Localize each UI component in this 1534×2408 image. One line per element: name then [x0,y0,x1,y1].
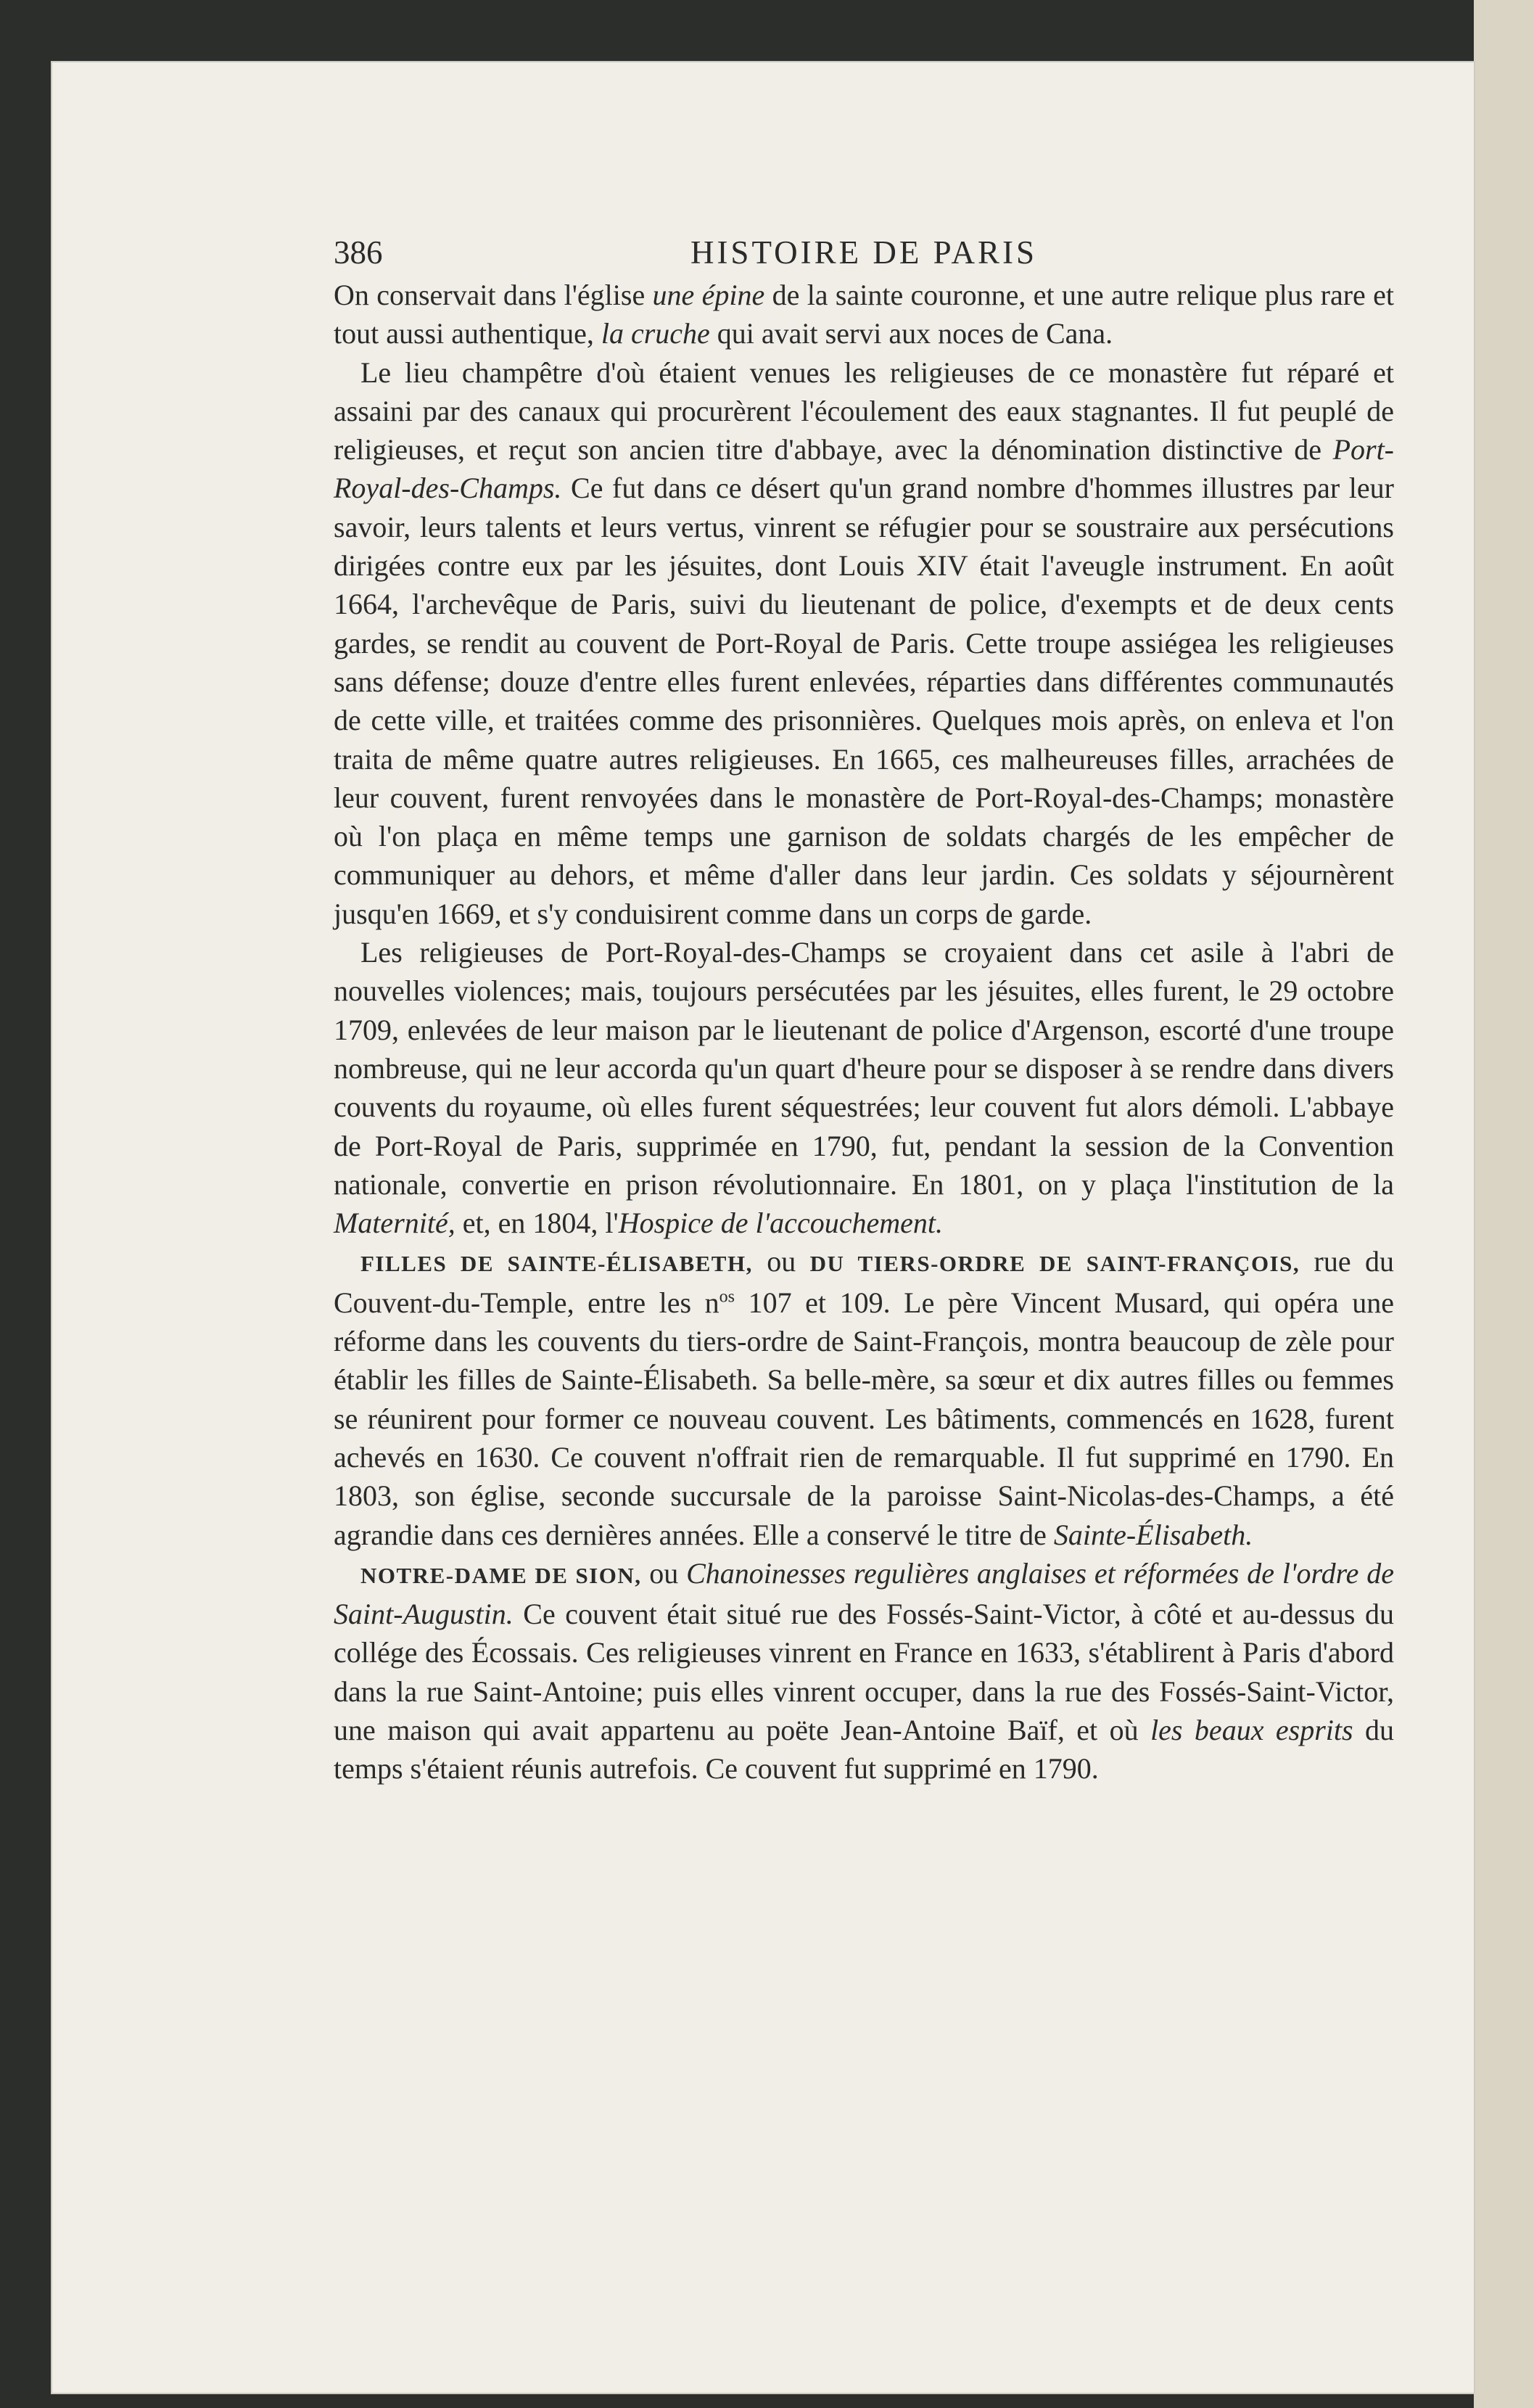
body-text [334,276,1394,1788]
paragraph-1 [334,276,1394,353]
paragraph-5 [334,1554,1394,1788]
page-number: 386 [334,234,383,271]
entry-heading: DU TIERS-ORDRE DE SAINT-FRANÇOIS, [809,1251,1300,1277]
text-run: On conservait dans l'église [334,279,653,311]
text-run: Les religieuses de Port-Royal-des-Champs se croyaient dans cet asile à l'abri de nouvelles violences; mais, toujours persécutées par les jésuites, elles furent, le 29 octobre 1709, enlevées de leur maison par le lieutenant de police d'Argenson, escorté d'une troupe nombreuse, qui ne leur accorda qu'un quart d'heure pour se disposer à se rendre dans divers couvents du royaume, où elles furent séquestrées; leur couvent fut alors démoli. L'abbaye de Port-Royal de Paris, supprimée en 1790, fut, pendant la session de la Convention nationale, convertie en prison révolutionnaire. En 1801, on y plaça l'institution de la [334,936,1394,1201]
text-run: rue du Couvent-du-Temple, entre les n [334,1245,1394,1319]
text-run: ou [752,1245,810,1278]
italic-run: la cruche [601,317,710,350]
italic-run: une épine [652,279,765,311]
italic-run: Chanoinesses regulières anglaises et réformées de l'ordre de Saint-Augustin. [334,1556,1394,1631]
entry-heading: FILLES DE SAINTE-ÉLISABETH, [360,1251,753,1277]
text-run: Ce fut dans ce désert qu'un grand nombre d'hommes illustres par leur savoir, leurs talents et leurs vertus, vinrent se réfugier pour se soustraire aux persécutions dirigées contre eux par les jésuites, dont Louis XIV était l'aveugle instrument. En août 1664, l'archevêque de Paris, suivi du lieutenant de police, d'exempts et de deux cents gardes, se rendit au couvent de Port-Royal de Paris. Cette troupe assiégea les religieuses sans défense; douze d'entre elles furent enlevées, réparties dans différentes communautés de cette ville, et traitées comme des prisonnières. Quelques mois après, on enleva et l'on traita de même quatre autres religieuses. En 1665, ces malheureuses filles, arrachées de leur couvent, furent renvoyées dans le monastère de Port-Royal-des-Champs; monastère où l'on plaça en même temps une garnison de soldats chargés de les empêcher de communiquer au dehors, et même d'aller dans leur jardin. Ces soldats y séjournèrent jusqu'en 1669, et s'y conduisirent comme dans un corps de garde. [334,472,1394,930]
running-head [334,229,1394,276]
italic-run: Sainte-Élisabeth. [1053,1518,1253,1551]
text-run: qui avait servi aux noces de Cana. [709,317,1113,350]
text-run: Ce couvent était situé rue des Fossés-Saint-Victor, à côté et au-dessus du collége des Écossais. Ces religieuses vinrent en France en 1633, s'établirent à Paris d'abord dans la rue Saint-Antoine; puis elles vinrent occuper, dans la rue des Fossés-Saint-Victor, une maison qui avait appartenu au poëte Jean-Antoine Baïf, et où [334,1598,1394,1746]
running-title: HISTOIRE DE PARIS [690,234,1038,271]
paragraph-3 [334,933,1394,1242]
adjacent-page-edge [1474,0,1534,2408]
text-run: Le lieu champêtre d'où étaient venues les religieuses de ce monastère fut réparé et assaini par des canaux qui procurèrent l'écoulement des eaux stagnantes. Il fut peuplé de religieuses, et reçut son ancien titre d'abbaye, avec la dénomination distinctive de [334,356,1394,467]
italic-run: Hospice de l'accouchement. [618,1207,943,1240]
italic-run: Port-Royal-des-Champs. [334,433,1394,505]
superscript: os [719,1287,735,1307]
book-page [52,62,1474,2393]
text-run: de la sainte couronne, et une autre relique plus rare et tout aussi authentique, [334,279,1395,350]
text-run: 107 et 109. Le père Vincent Musard, qui opéra une réforme dans les couvents du tiers-ordre de Saint-François, montra beaucoup de zèle pour établir les filles de Sainte-Élisabeth. Sa belle-mère, sa sœur et dix autres filles ou femmes se réunirent pour former ce nouveau couvent. Les bâtiments, commencés en 1628, furent achevés en 1630. Ce couvent n'offrait rien de remarquable. Il fut supprimé en 1790. En 1803, son église, seconde succursale de la paroisse Saint-Nicolas-des-Champs, a été agrandie dans ces dernières années. Elle a conservé le titre de [334,1286,1395,1551]
text-run: et, en 1804, l' [455,1207,619,1240]
paragraph-4 [334,1242,1394,1553]
italic-run: les beaux esprits [1150,1713,1353,1746]
page-content [334,229,1394,1788]
text-run: ou [641,1556,687,1590]
italic-run: Maternité, [334,1207,455,1240]
text-run: du temps s'étaient réunis autrefois. Ce couvent fut supprimé en 1790. [334,1713,1395,1786]
paragraph-2 [334,353,1394,933]
entry-heading: NOTRE-DAME DE SION, [360,1562,642,1588]
